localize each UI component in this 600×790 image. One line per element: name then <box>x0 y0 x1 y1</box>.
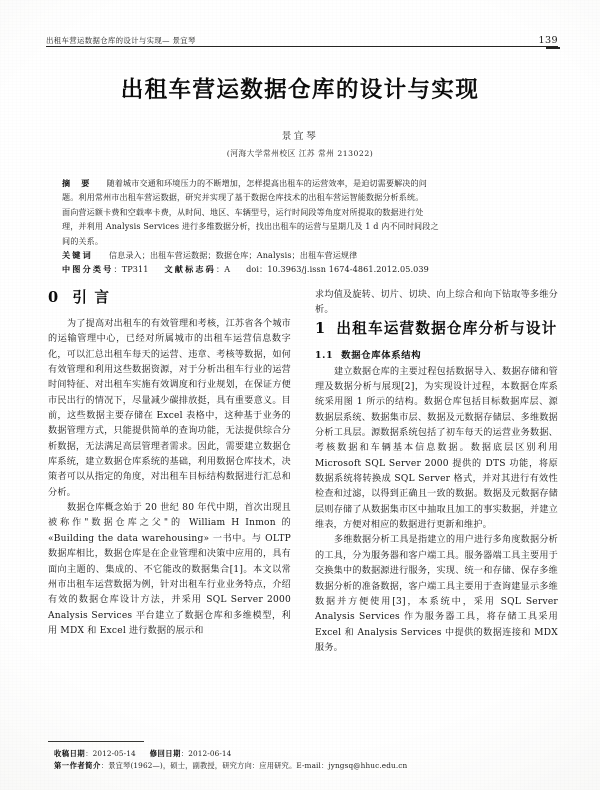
subsection-title-1-1: 数据仓库体系结构 <box>341 349 422 361</box>
abstract-line: 间的关系。 <box>62 235 104 246</box>
section-title-1: 出租车运营数据仓库分析与设计 <box>336 319 558 337</box>
abstract-line: 面向营运额卡费和空载率卡费，从时间、地区、车辆型号，运行时间段等角度对所提取的数据进行处 <box>62 206 424 217</box>
classification-line: 中图分类号：TP311 文献标志码：A doi：10.3963/j.issn 1674-4861.2012.05.039 <box>62 264 429 275</box>
author-bio-label: 第一作者简介 <box>54 761 101 771</box>
clc-value: TP311 <box>121 264 149 275</box>
keywords-value: 信息录入；出租车营运数据；数据仓库；Analysis；出租车营运规律 <box>108 250 358 261</box>
section-heading-1 <box>315 319 558 339</box>
author-name: 景宜琴 <box>281 131 319 142</box>
body-columns <box>48 288 558 728</box>
header-divider-rule <box>46 46 558 47</box>
keywords-label: 关键词 <box>62 250 93 261</box>
page-number: 139 <box>538 35 558 46</box>
page-title: 出租车营运数据仓库的设计与实现 <box>120 77 480 103</box>
right-column <box>315 288 558 728</box>
section-title-intro: 引 言 <box>72 289 111 306</box>
paragraph: 多维数据分析工具是指建立的用户进行多角度数据分析的工具，分为服务器和客户端工具。服务器端工具主要用于交换集中的数据源进行服务，实现、统一和存储、保存多维数据分析的准备数据，客户端工具主要用于查询建显示多维数据并方便使用[3]，本系统中，采用 SQL Server Analysis Services 作为服务器工具，将存储工具采用 Excel 和 Analysis Services 中提供的数据连接和 MDX 服务。 <box>315 535 558 653</box>
abstract-line: 题。利用常州市出租车营运数据，研究并实现了基于数据仓库技术的出租车营运智能数据分析系统。 <box>62 192 424 203</box>
subsection-heading-1-1 <box>315 348 558 363</box>
section-heading-intro <box>48 288 291 308</box>
section-number-1: 1 <box>315 319 327 337</box>
received-date-label: 收稿日期 <box>54 749 86 758</box>
abstract-line: 理，并利用 Analysis Services 进行多维数据分析，找出出租车的运营与星期几及 1 d 内不同时间段之 <box>62 221 439 232</box>
abstract-line <box>62 176 552 190</box>
revised-date-value: 2012-06-14 <box>188 749 232 758</box>
paragraph: 为了提高对出租车的有效管理和考核，江苏省各个城市的运输管理中心，已经对所属城市的出租车运营信息数字化，可以汇总出租车每天的运营、违章、考核等数据，如何有效管理和利用这些数据资源，对于分析出租车行业的运营时间特征、对出租车实施有效调度和行业规划，在保证方便市民出行的情况下，尽量减少碳排放挺，具有重要意义。目前，这些数据主要存储在 Excel 表格中，这种基于业务的数据管理方式，只能提供简单的查询功能，无法提供综合分析数据，无法满足高层管理者需求。因此，需要建立数据仓库系统，建立数据仓库系统的基础，利用数据仓库技术，决策者可以从指定的角度，对出租车目标结构数据进行汇总和分析。 <box>48 319 291 498</box>
paragraph: 数据仓库概念始于 20 世纪 80 年代中期，首次出现且被称作"数据仓库之父"的 William H Inmon 的 «Building the data warehousing» 一书中。与 OLTP 数据库相比，数据仓库是在企业管理和决策中应用的，具有面向主题的、集成的、不它能改的数据集合[1]。本文以常州市出租车运营数据为例，针对出租车行业业务特点，介绍有效的数据仓库设计方法，并采用 SQL Server 2000 Analysis Services 平台建立了数据仓库和多维模型，利用 MDX 和 Excel 进行数据的展示和 <box>48 503 291 636</box>
abstract-block <box>62 176 552 277</box>
received-date-value: 2012-05-14 <box>92 749 136 758</box>
revised-date-label: 修回日期 <box>149 749 181 758</box>
abstract-label-2: 要 <box>81 178 92 188</box>
paragraph-continued: 求均值及旋转、切片、切块、向上综合和向下钻取等多维分析。 <box>315 290 558 316</box>
abstract-text-line-1: 随着城市交通和环境压力的不断增加，怎样提高出租车的运营效率，是迫切需要解决的问 <box>106 178 427 188</box>
author-affiliation: (河海大学常州校区 江苏 常州 213022) <box>226 149 374 158</box>
section-number-intro: 0 <box>48 289 60 306</box>
keywords-line <box>62 248 552 262</box>
abstract-label: 摘 <box>62 178 73 188</box>
document-code-label: 文献标志码 <box>164 264 216 275</box>
running-header-title: 出租车营运数据仓库的设计与实现— 景宜琴 <box>46 36 196 45</box>
footnote-divider-rule <box>48 741 144 742</box>
doi-label: doi <box>246 264 260 275</box>
left-column <box>48 288 291 728</box>
document-code-value: A <box>224 264 231 275</box>
doi-value: 10.3963/j.issn 1674-4861.2012.05.039 <box>267 264 429 275</box>
author-bio-line: 第一作者简介：景宜琴(1962—)，硕士，副教授，研究方向：应用研究。E-mail：jyngsq@hhuc.edu.cn <box>54 761 408 771</box>
subsection-number-1-1: 1.1 <box>315 349 334 361</box>
clc-label: 中图分类号 <box>62 264 114 275</box>
running-header <box>46 28 558 46</box>
received-date-line: 收稿日期：2012-05-14 修回日期：2012-06-14 <box>54 749 232 758</box>
author-bio-value: 景宜琴(1962—)，硕士，副教授，研究方向：应用研究。E-mail：jyngsq@hhuc.edu.cn <box>108 761 408 771</box>
footnote-block <box>54 748 558 773</box>
paragraph: 建立数据仓库的主要过程包括数据导入、数据存储和管理及数据分析与展现[2]，为实现设计过程，本数据仓库系统采用图 1 所示的结构。数据仓库包括目标数据库层、源数据层系统、数据集市层、数据及元数据存储层、多维数据分析工具层。源数据系统包括了初车每天的运营业务数据、考核数据和车辆基本信息数据。数据底层区别利用 Microsoft SQL Server 2000 提供的 DTS 功能，将原数据系统将转换成 SQL Server 格式，并对其进行有效性检查和过滤，以得到正确且一致的数据。数据及元数据存储层则存储了从数据集市区中抽取且加工的事实数据，并建立维表，方便对相应的数据进行更新和维护。 <box>315 366 558 531</box>
